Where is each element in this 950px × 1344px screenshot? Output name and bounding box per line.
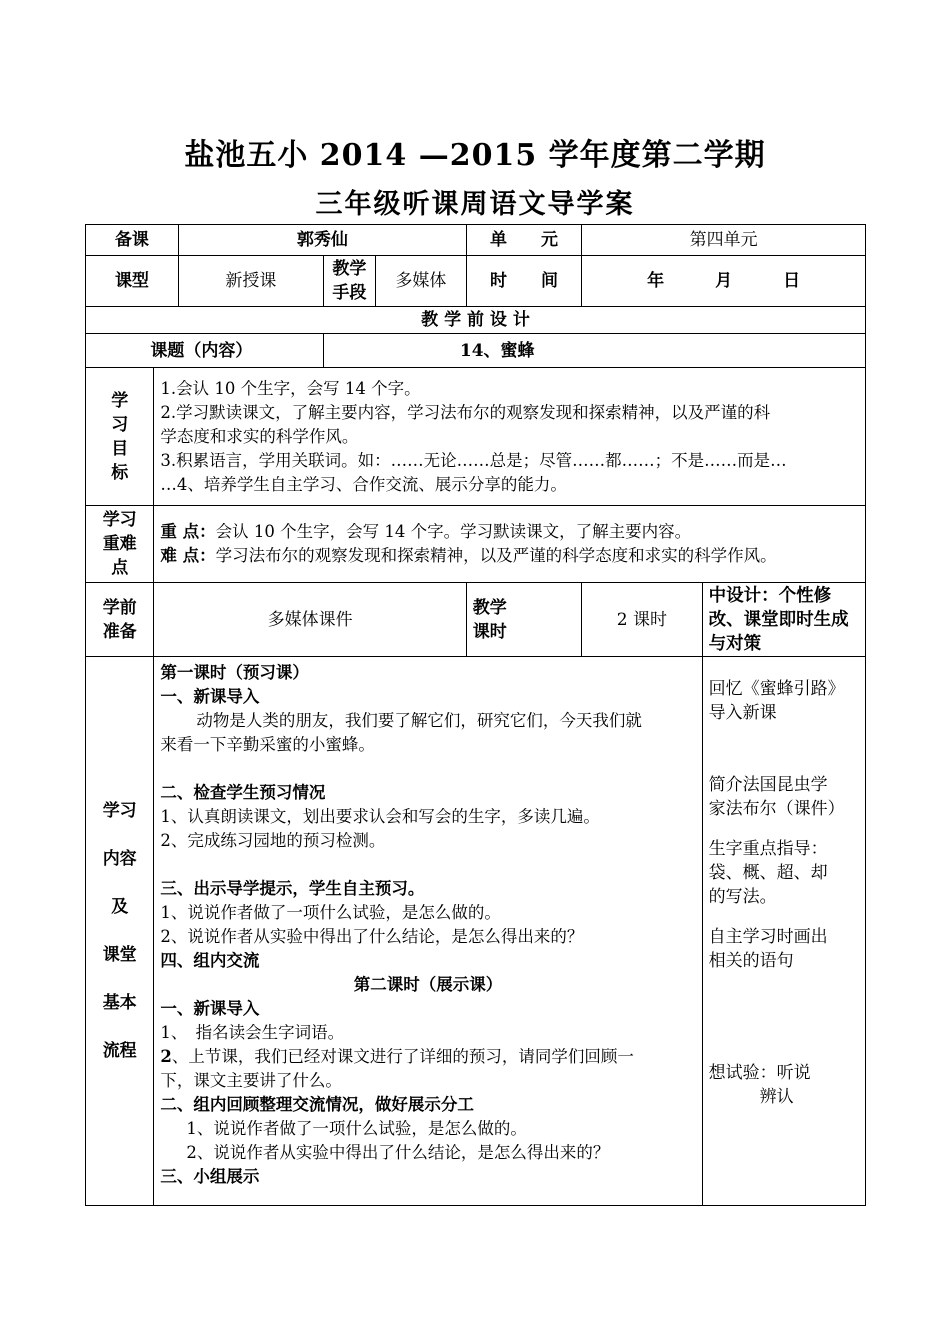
list-item: 1、说说作者做了一项什么试验，是怎么做的。 [186, 1119, 527, 1138]
process-label-line: 流程 [102, 1041, 137, 1061]
spacer [709, 821, 859, 837]
list-item: 2、完成练习园地的预习检测。 [160, 831, 386, 850]
topic-value: 14、蜜蜂 [323, 334, 865, 368]
spacer [709, 973, 859, 1061]
difficulty-label: 难 点： [160, 546, 216, 565]
side-note-line: 想试验：听说 [708, 1063, 811, 1083]
section-title: 三、出示导学提示，学生自主预习。 [160, 879, 425, 898]
side-note-line: 生字重点指导： [708, 839, 828, 859]
method-label-line2: 手段 [332, 283, 367, 303]
goal-line: 2.学习默读课文，了解主要内容，学习法布尔的观察发现和探索精神，以及严谨的科 [160, 402, 771, 422]
list-item: 1、说说作者做了一项什么试验，是怎么做的。 [160, 903, 501, 922]
paragraph-line: 动物是人类的朋友，我们要了解它们，研究它们，今天我们就 [196, 711, 642, 730]
difficulty-line [160, 544, 859, 568]
process-label-line: 及 [111, 897, 129, 917]
hours-value: 2 课时 [582, 583, 702, 657]
key-points-label [86, 506, 154, 583]
goals-label-char: 目 [111, 438, 129, 459]
method-label-line1: 教学 [332, 259, 367, 279]
type-label: 课型 [86, 256, 179, 307]
key-points-row [86, 506, 866, 583]
paragraph-line: 下，课文主要讲了什么。 [160, 1071, 342, 1090]
spacer [709, 725, 859, 773]
key-points-label-line: 重难 [102, 534, 137, 554]
key-label: 重 点： [160, 522, 216, 541]
goal-line: …4、培养学生自主学习、合作交流、展示分享的能力。 [160, 474, 567, 494]
goals-label-char: 标 [111, 462, 129, 483]
design-heading: 教 学 前 设 计 [86, 307, 866, 334]
section-title: 二、检查学生预习情况 [160, 783, 326, 802]
unit-value: 第四单元 [582, 225, 866, 256]
process-label [86, 657, 154, 1206]
process-label-line: 学习 [102, 801, 137, 821]
lesson2-title: 第二课时（展示课） [353, 975, 503, 994]
method-label [323, 256, 375, 307]
key-points-content [154, 506, 866, 583]
document-subtitle: 三年级听课周语文导学案 [315, 189, 635, 220]
hours-label-line1: 教学 [472, 597, 507, 618]
preparation-label [86, 583, 154, 657]
list-text: 、上节课，我们已经对课文进行了详细的预习，请同学们回顾一 [171, 1047, 634, 1066]
preparation-label-line2: 准备 [102, 621, 137, 642]
process-label-line: 基本 [102, 993, 137, 1013]
goals-label-char: 习 [111, 414, 129, 435]
time-label: 时 间 [466, 256, 581, 307]
side-heading: 中设计：个性修改、课堂即时生成与对策 [702, 583, 865, 657]
side-notes [702, 657, 865, 1206]
key-points-label-line: 点 [111, 558, 129, 578]
side-note-line: 袋、概、超、却 [708, 863, 828, 883]
goals-label [86, 368, 154, 506]
side-note-line: 简介法国昆虫学 [708, 775, 828, 795]
preparation-value: 多媒体课件 [154, 583, 466, 657]
list-item: 1、认真朗读课文，划出要求认会和写会的生字，多读几遍。 [160, 807, 600, 826]
prep-value: 郭秀仙 [178, 225, 466, 256]
section-title: 一、新课导入 [160, 999, 260, 1018]
list-item: 2、说说作者从实验中得出了什么结论，是怎么得出来的？ [186, 1143, 610, 1162]
paragraph-line: 来看一下辛勤采蜜的小蜜蜂。 [160, 735, 375, 754]
hours-label-line2: 课时 [472, 621, 507, 642]
side-note-line: 回忆《蜜蜂引路》 [708, 679, 845, 699]
prep-label: 备课 [86, 225, 179, 256]
section-title: 二、组内回顾整理交流情况，做好展示分工 [160, 1095, 474, 1114]
preparation-label-line1: 学前 [102, 597, 137, 618]
section-title: 一、新课导入 [160, 687, 260, 706]
goals-label-char: 学 [111, 390, 129, 411]
info-row-1 [86, 225, 866, 256]
process-label-line: 内容 [102, 849, 137, 869]
list-item: 1、 指名读会生字词语。 [160, 1023, 345, 1042]
topic-label: 课题（内容） [86, 334, 324, 368]
preparation-row [86, 583, 866, 657]
lesson-plan-table [85, 224, 866, 1206]
side-note-line: 辨认 [708, 1087, 794, 1107]
document-title: 盐池五小 2014 —2015 学年度第二学期 [184, 138, 766, 173]
goal-line: 3.积累语言，学用关联词。如：……无论……总是；尽管……都……；不是……而是… [160, 450, 787, 470]
list-item: 2、说说作者从实验中得出了什么结论，是怎么得出来的？ [160, 927, 584, 946]
key-text: 会认 10 个生字，会写 14 个字。学习默读课文，了解主要内容。 [215, 522, 692, 541]
goal-line: 1.会认 10 个生字，会写 14 个字。 [160, 378, 421, 398]
side-note-line: 导入新课 [708, 703, 777, 723]
section-title: 四、组内交流 [160, 951, 260, 970]
time-value: 年 月 日 [582, 256, 866, 307]
process-content [154, 657, 702, 1206]
spacer [160, 757, 695, 781]
list-item [160, 1045, 695, 1069]
process-label-line: 课堂 [102, 945, 137, 965]
difficulty-text: 学习法布尔的观察发现和探索精神，以及严谨的科学态度和求实的科学作风。 [215, 546, 777, 565]
hours-label [466, 583, 581, 657]
goals-row [86, 368, 866, 506]
list-number: 2 [160, 1047, 172, 1066]
process-row [86, 657, 866, 1206]
key-points-label-line: 学习 [102, 510, 137, 530]
section-title: 三、小组展示 [160, 1167, 260, 1186]
goal-line: 学态度和求实的科学作风。 [160, 426, 359, 446]
method-value: 多媒体 [375, 256, 466, 307]
spacer [160, 853, 695, 877]
info-row-2 [86, 256, 866, 307]
side-note-line: 相关的语句 [708, 951, 794, 971]
side-note-line: 自主学习时画出 [708, 927, 828, 947]
key-point-line [160, 520, 859, 544]
design-heading-row [86, 307, 866, 334]
goals-content [154, 368, 866, 506]
type-value: 新授课 [178, 256, 323, 307]
unit-label: 单 元 [466, 225, 581, 256]
lesson1-title: 第一课时（预习课） [160, 663, 309, 682]
topic-row [86, 334, 866, 368]
spacer [709, 909, 859, 925]
side-note-line: 的写法。 [708, 887, 777, 907]
side-note-line: 家法布尔（课件） [708, 799, 845, 819]
